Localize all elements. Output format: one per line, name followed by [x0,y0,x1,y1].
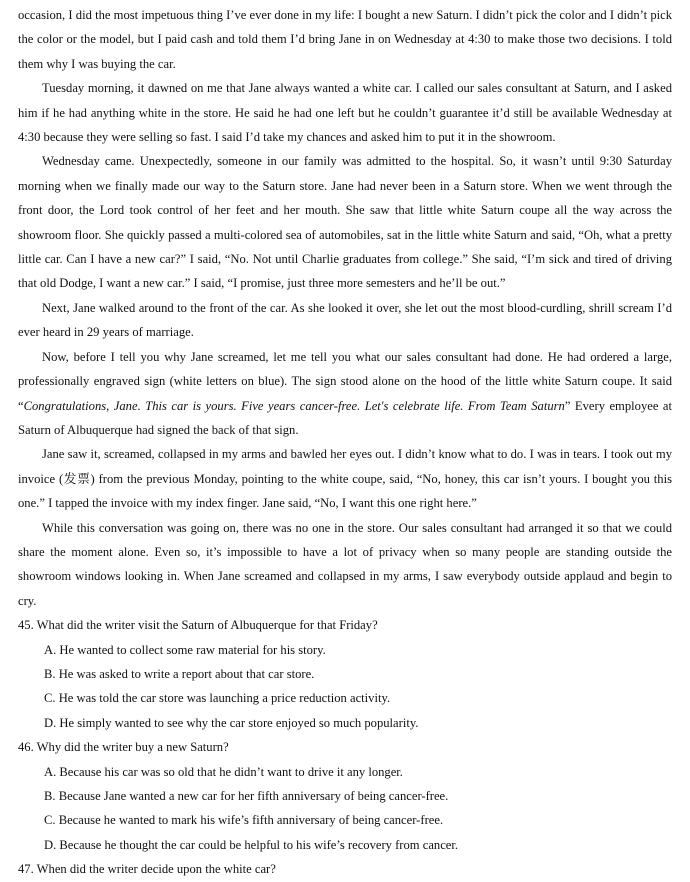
question-prompt: 46. Why did the writer buy a new Saturn? [18,740,229,755]
option-c: C. He was told the car store was launching a price reduction activity. [44,691,391,706]
question-prompt: 45. What did the writer visit the Saturn of Albuquerque for that Friday? [18,618,378,633]
question-46 [18,735,672,857]
question-45 [18,613,672,735]
option-d: D. Because he thought the car could be helpful to his wife’s recovery from cancer. [44,837,459,852]
paragraph-5-lead: Now, before I tell you why Jane screamed, let me tell you what our sales consultant had done. He had ordered a large, professionally engraved sign (white letters on blue). The sign stood alone on the hood of the little white Saturn coupe. It said “ [18,349,672,413]
paragraph-4: Next, Jane walked around to the front of the car. As she looked it over, she let out the most blood-curdling, shrill scream I’d ever heard in 29 years of marriage. [18,300,672,340]
sign-quote: Congratulations, Jane. This car is yours. Five years cancer-free. Let's celebrate life. From Team Saturn [23,398,565,413]
option-c: C. Because he wanted to mark his wife’s fifth anniversary of being cancer-free. [44,813,444,828]
question-prompt: 47. When did the writer decide upon the white car? [18,862,276,877]
option-b: B. He was asked to write a report about that car store. [44,666,315,681]
option-b: B. Because Jane wanted a new car for her fifth anniversary of being cancer-free. [44,789,449,803]
question-47 [18,857,672,881]
paragraph-6: Jane saw it, screamed, collapsed in my arms and bawled her eyes out. I didn’t know what to do. I was in tears. I took out my invoice (发票) from the previous Monday, pointing to the white coupe, said, “No, honey, this car isn’t yours. I bought you this one.” I tapped the invoice with my index finger. Jane said, “No, I want this one right here.” [18,447,672,511]
paragraph-3: Wednesday came. Unexpectedly, someone in our family was admitted to the hospital. So, it wasn’t until 9:30 Saturday morning when we finally made our way to the Saturn store. Jane had never been in a Saturn store. When we went through the front door, the Lord took control of her feet and her mouth. She saw that little white Saturn coupe all the way across the showroom floor. She quickly passed a multi-colored sea of automobiles, sat in the little white Saturn and said, “Oh, what a pretty little car. Can I have a new car?” I said, “No. Not until Charlie graduates from college.” She said, “I’m sick and tired of driving that old Dodge, I want a new car.” I said, “I promise, just three more semesters and he’ll be out.” [18,154,672,291]
paragraph-7: While this conversation was going on, there was no one in the store. Our sales consultant had arranged it so that we could share the moment alone. Even so, it’s impossible to have a lot of privacy when so many people are standing outside the showroom windows looking in. When Jane screamed and collapsed in my arms, I saw everybody outside applaud and begin to cry. [18,520,672,608]
paragraph-2: Tuesday morning, it dawned on me that Jane always wanted a white car. I called our sales consultant at Saturn, and I asked him if he had anything white in the store. He said he had one left but he couldn’t guarantee it’d still be available Wednesday at 4:30 because they were selling so fast. I said I’d take my chances and asked him to put it in the showroom. [18,81,672,145]
paragraph-1: occasion, I did the most impetuous thing I’ve ever done in my life: I bought a new Saturn. I didn’t pick the color and I didn’t pick the color or the model, but I paid cash and told them I’d bring Jane in on Wednesday at 4:30 to make those two decisions. I told them why I was buying the car. [18,8,672,71]
option-a: A. He wanted to collect some raw material for his story. [44,642,326,657]
option-a: A. Because his car was so old that he didn’t want to drive it any longer. [44,764,403,779]
paragraph-5 [18,345,672,443]
paragraph-5-tail: ” Every employee at Saturn of Albuquerque had signed the back of that sign. [18,398,672,437]
option-d: D. He simply wanted to see why the car store enjoyed so much popularity. [44,715,419,730]
